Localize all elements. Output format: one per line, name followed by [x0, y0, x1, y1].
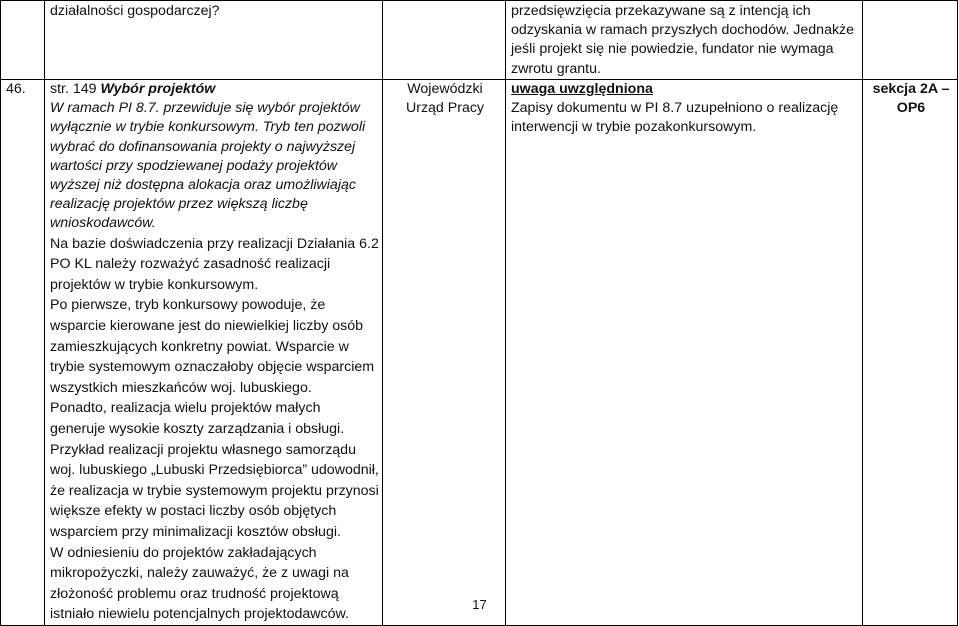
page-number: 17 [472, 597, 487, 612]
section-cell [863, 80, 958, 626]
remark-paragraph: Po pierwsze, tryb konkursowy powoduje, że wsparcie kierowane jest do niewielkiej liczby osób zamieszkujących konkretny powiat. Wsparcie w trybie systemowym oznaczałoby objęcie wsparciem wszystkich mieszkańców woj. lubuskiego. [50, 297, 375, 396]
page-reference: str. 149 [50, 81, 101, 97]
section-reference: sekcja 2A – OP6 [872, 81, 950, 117]
remark-cell [45, 80, 383, 626]
submitter-cell [383, 1, 506, 80]
response-cell [506, 1, 863, 80]
response-text: przedsięwzięcia przekazywane są z intencją ich odzyskania w ramach przyszłych dochodów. Jednakże jeśli projekt się nie powiedzie, fundator nie wymaga zwrotu grantu. [511, 3, 855, 77]
submitter-cell [383, 80, 506, 626]
quoted-text: W ramach PI 8.7. przewiduje się wybór projektów wyłącznie w trybie konkursowym. Tryb ten pozwoli wybrać do dofinansowania projekty o najwyższej wartości przy spodziewanej podaży projektów wyższej niż dostępna alokacja oraz umożliwiając realizację projektów przez większą liczbę wnioskodawców. [50, 100, 366, 232]
row-number-cell [1, 1, 45, 80]
response-cell [506, 80, 863, 626]
table-row [1, 80, 958, 626]
remark-paragraph: Ponadto, realizacja wielu projektów małych generuje wysokie koszty zarządzania i obsługi. [50, 400, 345, 437]
remark-text: działalności gospodarczej? [50, 3, 220, 19]
remark-cell [45, 1, 383, 80]
reference-title: Wybór projektów [100, 81, 216, 97]
document-reference [50, 80, 379, 99]
row-number: 46. [6, 81, 26, 97]
remark-paragraph: Przykład realizacji projektu własnego samorządu woj. lubuskiego „Lubuski Przedsiębiorca” udowodnił, że realizacja w trybie systemowym projektu przynosi większe efekty w postaci liczby osób objętych wsparciem przy minimalizacji kosztów obsługi. [50, 441, 379, 540]
submitter-name: Wojewódzki Urząd Pracy [405, 81, 485, 117]
row-number-cell [1, 80, 45, 626]
decision-text: Zapisy dokumentu w PI 8.7 uzupełniono o realizację interwencji w trybie pozakonkursowym. [511, 100, 839, 136]
remark-paragraph: Na bazie doświadczenia przy realizacji Działania 6.2 PO KL należy rozważyć zasadność realizacji projektów w trybie konkursowym. [50, 235, 379, 293]
table-row [1, 1, 958, 80]
section-cell [863, 1, 958, 80]
remark-paragraph: W odniesieniu do projektów zakładających mikropożyczki, należy zauważyć, że z uwagi na złożoność problemu oraz trudność projektową istniało niewielu potencjalnych projektodawców. [50, 544, 349, 623]
decision-label: uwaga uwzględniona [511, 81, 653, 97]
